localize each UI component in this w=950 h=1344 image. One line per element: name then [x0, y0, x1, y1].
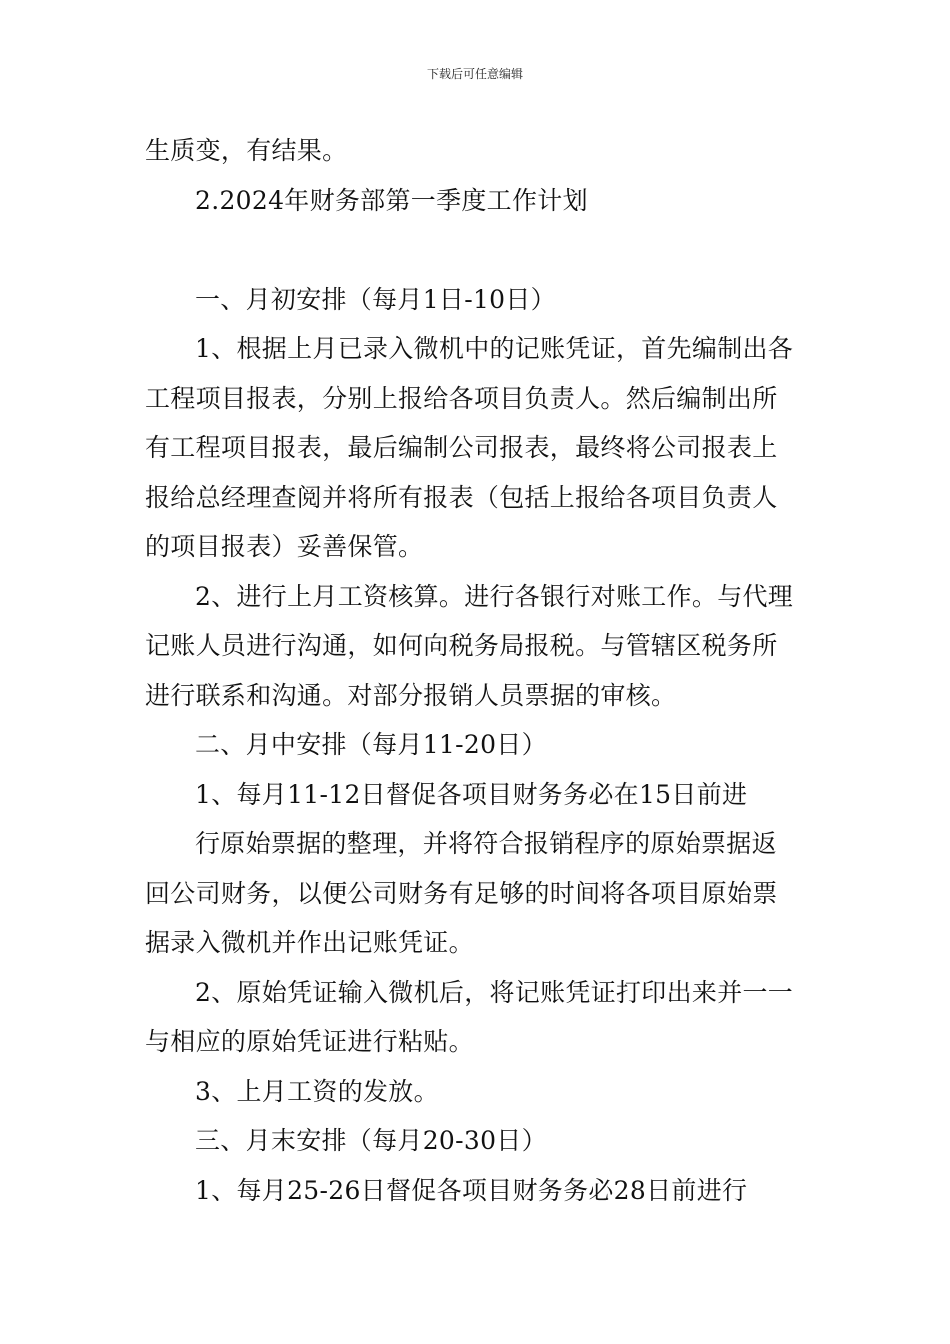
paragraph-line: 据录入微机并作出记账凭证。 — [145, 928, 474, 957]
paragraph-line: 3、上月工资的发放。 — [195, 1076, 439, 1106]
section-heading: 二、月中安排（每月11-20日） — [195, 730, 547, 759]
paragraph-line: 报给总经理查阅并将所有报表（包括上报给各项目负责人 — [145, 482, 778, 512]
paragraph-line: 工程项目报表，分别上报给各项目负责人。然后编制出所 — [145, 383, 778, 413]
paragraph-line: 1、每月25-26日督促各项目财务务必28日前进行 — [195, 1175, 748, 1205]
paragraph-line: 2、进行上月工资核算。进行各银行对账工作。与代理 — [195, 581, 794, 611]
paragraph-line: 有工程项目报表，最后编制公司报表，最终将公司报表上 — [145, 433, 778, 462]
paragraph-line: 与相应的原始凭证进行粘贴。 — [145, 1027, 474, 1056]
paragraph-line: 的项目报表）妥善保管。 — [145, 532, 424, 561]
paragraph-line: 行原始票据的整理，并将符合报销程序的原始票据返 — [195, 829, 777, 858]
paragraph-line: 1、根据上月已录入微机中的记账凭证，首先编制出各 — [195, 334, 794, 363]
section-heading: 三、月末安排（每月20-30日） — [195, 1126, 547, 1155]
document-body — [145, 126, 810, 1215]
text-line: 生质变，有结果。 — [145, 136, 348, 165]
paragraph-line: 进行联系和沟通。对部分报销人员票据的审核。 — [145, 680, 677, 710]
section-title: 2.2024年财务部第一季度工作计划 — [195, 185, 588, 215]
blank-line — [145, 225, 810, 275]
paragraph-line: 回公司财务，以便公司财务有足够的时间将各项目原始票 — [145, 878, 778, 908]
page-header-note: 下载后可任意编辑 — [426, 67, 523, 81]
paragraph-line: 1、每月11-12日督促各项目财务务必在15日前进 — [195, 779, 748, 809]
paragraph-line: 2、原始凭证输入微机后，将记账凭证打印出来并一一 — [195, 977, 794, 1007]
section-heading: 一、月初安排（每月1日-10日） — [195, 284, 556, 314]
paragraph-line: 记账人员进行沟通，如何向税务局报税。与管辖区税务所 — [145, 631, 778, 660]
